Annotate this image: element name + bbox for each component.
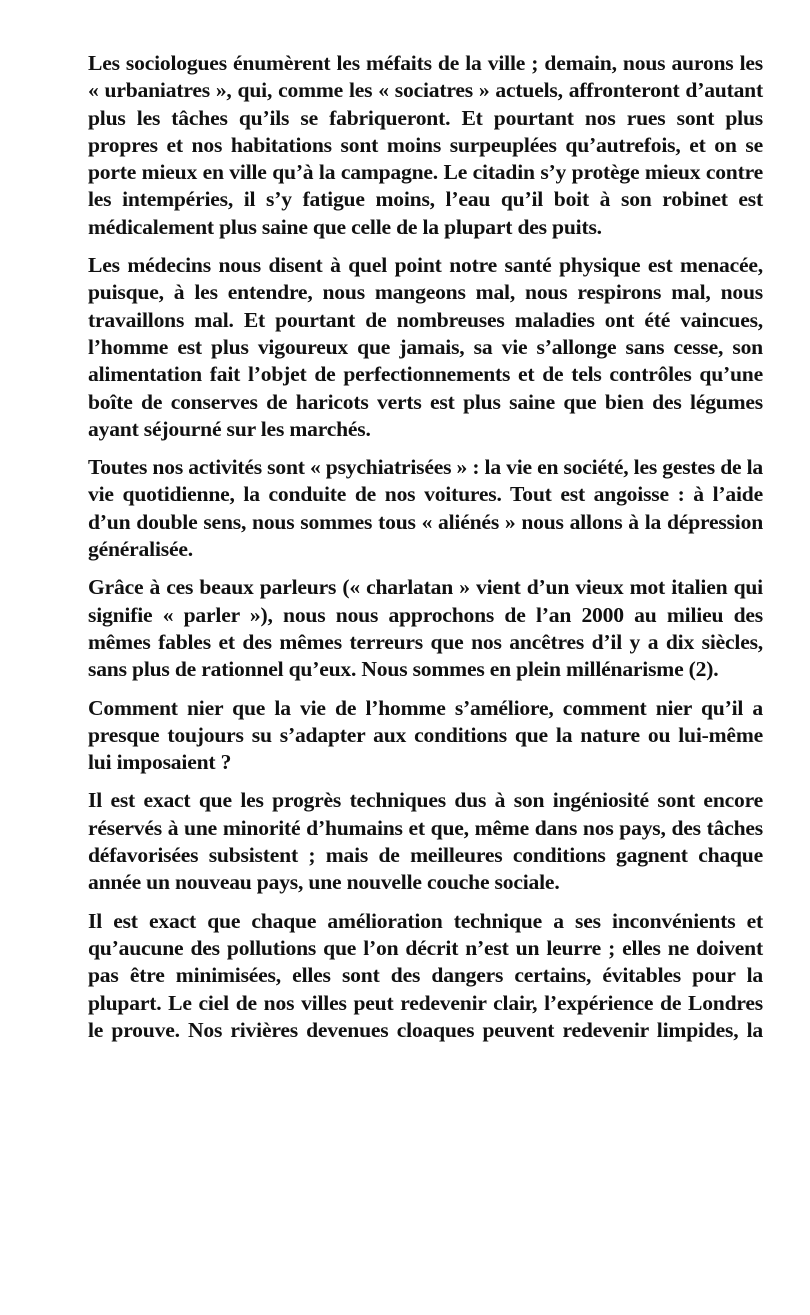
paragraph-1: Les sociologues énumèrent les méfaits de la ville ; demain, nous aurons les « urbaniatres », qui, comme les « sociatres » actuels, affronteront d’autant plus les tâches qu’ils se fabriqueront. Et pourtant nos rues sont plus propres et nos habitations sont moins surpeuplées qu’autrefois, et on se porte mieux en ville qu’à la campagne. Le citadin s’y protège mieux contre les intempéries, il s’y fatigue moins, l’eau qu’il boit à son robinet est médicalement plus saine que celle de la plupart des puits. <box>88 51 763 239</box>
body-text <box>88 50 763 1044</box>
paragraph-2: Les médecins nous disent à quel point notre santé physique est menacée, puisque, à les entendre, nous mangeons mal, nous respirons mal, nous travaillons mal. Et pourtant de nombreuses maladies ont été vaincues, l’homme est plus vigoureux que jamais, sa vie s’allonge sans cesse, son alimentation fait l’objet de perfectionnements et de tels contrôles qu’une boîte de conserves de haricots verts est plus saine que bien des légumes ayant séjourné sur les marchés. <box>88 253 763 441</box>
paragraph-4: Grâce à ces beaux parleurs (« charlatan » vient d’un vieux mot italien qui signifie « parler »), nous nous approchons de l’an 2000 au milieu des mêmes fables et des mêmes terreurs que nos ancêtres d’il y a dix siècles, sans plus de rationnel qu’eux. Nous sommes en plein millénarisme (2). <box>88 575 763 682</box>
paragraph-3: Toutes nos activités sont « psychiatrisées » : la vie en société, les gestes de la vie quotidienne, la conduite de nos voitures. Tout est angoisse : à l’aide d’un double sens, nous sommes tous « aliénés » nous allons à la dépression généralisée. <box>88 455 763 562</box>
paragraph-7: Il est exact que chaque amélioration technique a ses inconvénients et qu’aucune des pollutions que l’on décrit n’est un leurre ; elles ne doivent pas être minimisées, elles sont des dangers certains, évitables pour la plupart. Le ciel de nos villes peut redevenir clair, l’expérience de Londres le prouve. Nos rivières devenues cloaques peuvent redevenir limpides, la <box>88 908 763 1042</box>
paragraph-5: Comment nier que la vie de l’homme s’améliore, comment nier qu’il a presque toujours su s’adapter aux conditions que la nature ou lui-même lui imposaient ? <box>88 695 763 775</box>
paragraph-6: Il est exact que les progrès techniques dus à son ingéniosité sont encore réservés à une minorité d’humains et que, même dans nos pays, des tâches défavorisées subsistent ; mais de meilleures conditions gagnent chaque année un nouveau pays, une nouvelle couche sociale. <box>88 788 763 895</box>
